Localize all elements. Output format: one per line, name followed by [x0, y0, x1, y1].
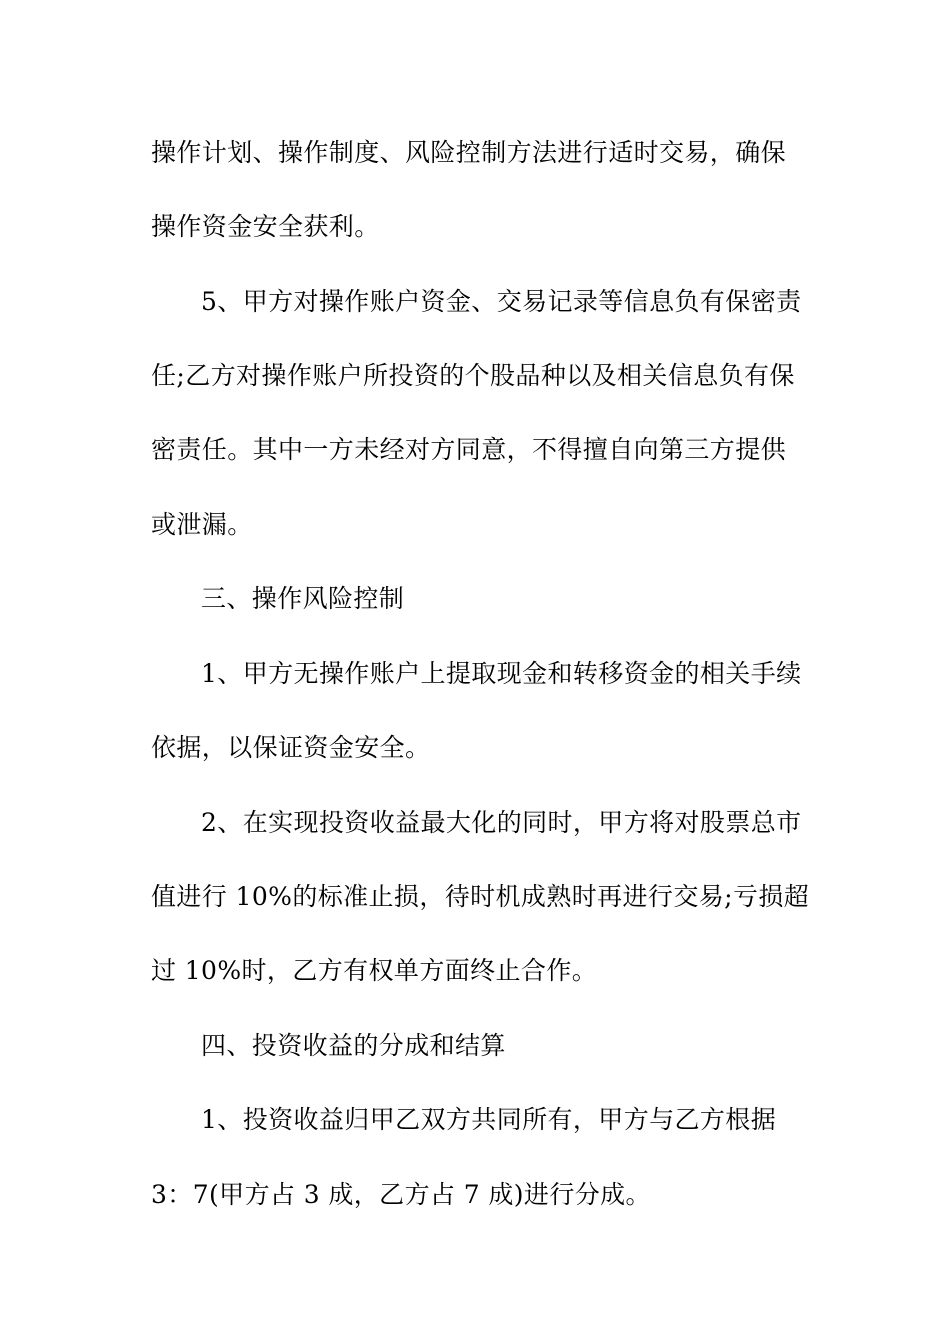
paragraph-line: 过 10%时，乙方有权单方面终止合作。	[151, 956, 598, 985]
paragraph-line: 1、甲方无操作账户上提取现金和转移资金的相关手续	[201, 659, 802, 688]
paragraph-line: 操作计划、操作制度、风险控制方法进行适时交易，确保	[151, 138, 787, 167]
paragraph-line: 3：7(甲方占 3 成，乙方占 7 成)进行分成。	[151, 1180, 651, 1209]
section-heading: 四、投资收益的分成和结算	[201, 1031, 506, 1060]
paragraph-line: 5、甲方对操作账户资金、交易记录等信息负有保密责	[201, 287, 802, 316]
paragraph-line: 值进行 10%的标准止损，待时机成熟时再进行交易;亏损超	[151, 882, 810, 911]
paragraph-line: 任;乙方对操作账户所投资的个股品种以及相关信息负有保	[151, 361, 795, 390]
paragraph-line: 1、投资收益归甲乙双方共同所有，甲方与乙方根据	[201, 1105, 777, 1134]
paragraph-line: 密责任。其中一方未经对方同意，不得擅自向第三方提供	[151, 435, 787, 464]
paragraph-line: 2、在实现投资收益最大化的同时，甲方将对股票总市	[201, 808, 802, 837]
section-heading: 三、操作风险控制	[201, 584, 405, 613]
paragraph-line: 操作资金安全获利。	[151, 212, 380, 241]
paragraph-line: 或泄漏。	[151, 510, 253, 539]
paragraph-line: 依据，以保证资金安全。	[151, 733, 431, 762]
